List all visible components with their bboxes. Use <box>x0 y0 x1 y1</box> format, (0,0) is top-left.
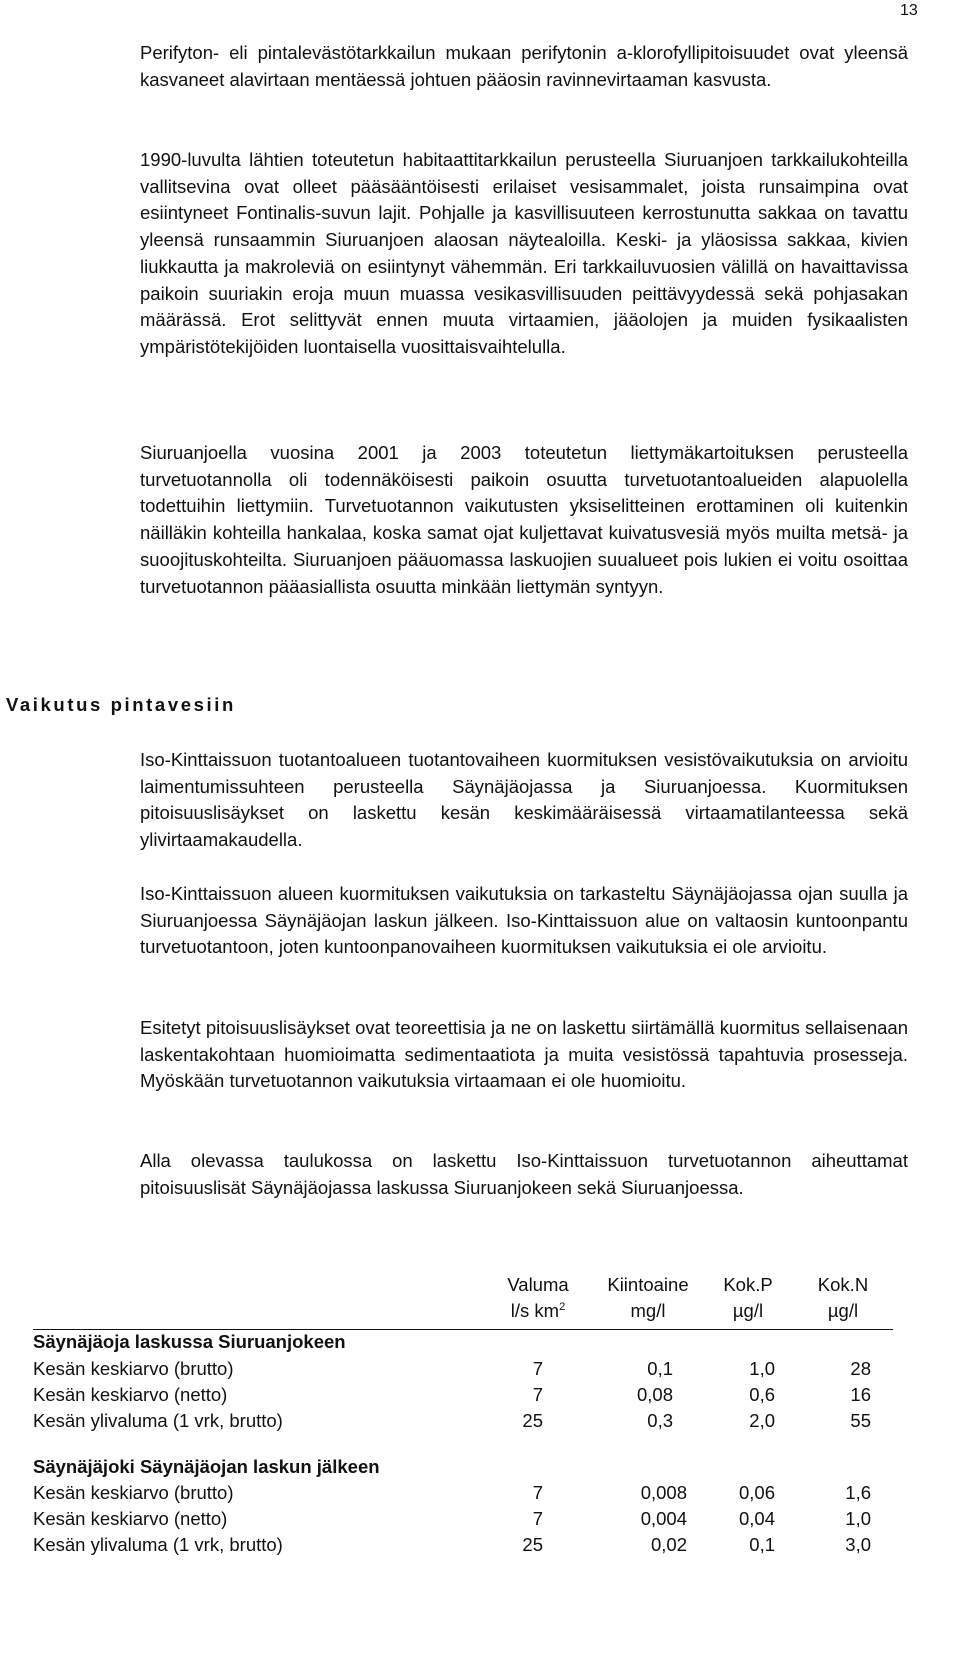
cell-runoff: 7 <box>532 1482 543 1503</box>
header-solids-title: Kiintoaine <box>607 1274 689 1295</box>
row-label: Kesän ylivaluma (1 vrk, brutto) <box>33 1410 283 1431</box>
cell-runoff: 7 <box>532 1384 543 1405</box>
table-row <box>33 1506 913 1532</box>
paragraph-siltation: Siuruanjoella vuosina 2001 ja 2003 toteutetun liettymäkartoituksen perusteella turvetuotannolla oli todennäköisesti paikoin osuutta turvetuotantoalueiden alapuolella todettuihin liettymiin. Turvetuotannon vaikutusten yksiselitteinen erottaminen oli kuitenkin näilläkin kohteilla hankalaa, koska samat ojat kuljettavat kuivatusvesiä myös muilta metsä- ja suoojituskohteilta. Siuruanjoen pääuomassa laskuojien suualueet pois lukien ei voitu osoittaa turvetuotannon pääasiallista osuutta minkään liettymän syntyyn. <box>140 442 908 597</box>
paragraph-table-intro: Alla olevassa taulukossa on laskettu Iso-Kinttaissuon turvetuotannon aiheuttamat pitoisuuslisät Säynäjäojassa laskussa Siuruanjokeen sekä Siuruanjoessa. <box>140 1150 908 1198</box>
table-row <box>33 1480 913 1506</box>
cell-total-n: 1,0 <box>845 1508 871 1529</box>
cell-total-n: 28 <box>850 1358 871 1379</box>
table-row <box>33 1532 913 1558</box>
header-total-p-unit: µg/l <box>732 1300 764 1321</box>
row-label: Kesän keskiarvo (brutto) <box>33 1358 234 1379</box>
paragraph-perifyton: Perifyton- eli pintalevästötarkkailun mukaan perifytonin a-klorofyllipitoisuudet ovat yleensä kasvaneet alavirtaan mentäessä johtuen pääosin ravinnevirtaaman kasvusta. <box>140 42 908 90</box>
section-heading: Vaikutus pintavesiin <box>6 694 236 715</box>
header-runoff <box>478 1272 598 1324</box>
table-row <box>33 1408 913 1434</box>
row-label: Kesän ylivaluma (1 vrk, brutto) <box>33 1534 283 1555</box>
row-label: Kesän keskiarvo (netto) <box>33 1508 228 1529</box>
paragraph-assessment-points: Iso-Kinttaissuon alueen kuormituksen vaikutuksia on tarkasteltu Säynäjäojassa ojan suulla ja Siuruanjoessa Säynäjäojan laskun jälkeen. Iso-Kinttaissuon alue on valtaosin kuntoonpantu turvetuotantoon, joten kuntoonpanovaiheen kuormituksen vaikutuksia ei ole arvioitu. <box>140 883 908 958</box>
table-row <box>33 1356 913 1382</box>
table-section-title: Säynäjäoja laskussa Siuruanjokeen <box>33 1331 346 1352</box>
cell-total-n: 16 <box>850 1384 871 1405</box>
cell-solids: 0,08 <box>636 1384 673 1405</box>
table-section-title: Säynäjäjoki Säynäjäojan laskun jälkeen <box>33 1456 380 1477</box>
paragraph-loading-impacts: Iso-Kinttaissuon tuotantoalueen tuotantovaiheen kuormituksen vesistövaikutuksia on arvioitu laimentumissuhteen perusteella Säynäjäojassa ja Siuruanjoessa. Kuormituksen pitoisuuslisäykset on laskettu kesän keskimääräisessä virtaamatilanteessa sekä ylivirtaamakaudella. <box>140 749 908 851</box>
cell-runoff: 7 <box>532 1508 543 1529</box>
cell-total-p: 1,0 <box>749 1358 775 1379</box>
cell-total-p: 0,1 <box>749 1534 775 1555</box>
cell-runoff: 25 <box>522 1534 543 1555</box>
header-total-n-title: Kok.N <box>817 1274 869 1295</box>
cell-solids: 0,1 <box>647 1358 673 1379</box>
paragraph-habitat: 1990-luvulta lähtien toteutetun habitaattitarkkailun perusteella Siuruanjoen tarkkailukohteilla vallitsevina ovat olleet pääsääntöisesti erilaiset vesisammalet, joista runsaimpina ovat esiintyneet Fontinalis-suvun lajit. Pohjalle ja kasvillisuuteen kerrostunutta sakkaa on tavattu yleensä runsaammin Siuruanjoen alaosan näytealoilla. Keski- ja yläosissa sakkaa, kivien liukkautta ja makroleviä on esiintynyt vähemmän. Eri tarkkailuvuosien välillä on havaittavissa paikoin suuriakin eroja muun muassa vesikasvillisuuden peittävyydessä sekä pohjasakan määrässä. Erot selittyvät ennen muuta virtaamien, jääolojen ja muiden fysikaalisten ympäristötekijöiden luontaisella vuosittaisvaihtelulla. <box>140 149 908 357</box>
cell-total-p: 0,6 <box>749 1384 775 1405</box>
cell-solids: 0,3 <box>647 1410 673 1431</box>
header-runoff-unit: l/s km <box>510 1300 560 1321</box>
cell-total-p: 2,0 <box>749 1410 775 1431</box>
page-number: 13 <box>900 2 918 19</box>
row-label: Kesän keskiarvo (brutto) <box>33 1482 234 1503</box>
cell-total-n: 1,6 <box>845 1482 871 1503</box>
header-total-p-title: Kok.P <box>723 1274 773 1295</box>
cell-solids: 0,004 <box>640 1508 687 1529</box>
header-solids <box>588 1272 708 1324</box>
paragraph-theoretical: Esitetyt pitoisuuslisäykset ovat teoreettisia ja ne on laskettu siirtämällä kuormitus sellaisenaan laskentakohtaan huomioimatta sedimentaatiota ja muita vesistössä tapahtuvia prosesseja. Myöskään turvetuotannon vaikutuksia virtaamaan ei ole huomioitu. <box>140 1017 908 1092</box>
concentration-table <box>33 1272 913 1555</box>
row-label: Kesän keskiarvo (netto) <box>33 1384 228 1405</box>
cell-total-n: 55 <box>850 1410 871 1431</box>
header-solids-unit: mg/l <box>630 1300 666 1321</box>
cell-solids: 0,008 <box>640 1482 687 1503</box>
cell-runoff: 7 <box>532 1358 543 1379</box>
header-runoff-title: Valuma <box>507 1274 569 1295</box>
header-runoff-sup: 2 <box>559 1300 566 1313</box>
header-total-n <box>798 1272 888 1324</box>
header-total-p <box>703 1272 793 1324</box>
cell-total-p: 0,04 <box>738 1508 775 1529</box>
table-row <box>33 1382 913 1408</box>
cell-solids: 0,02 <box>650 1534 687 1555</box>
cell-runoff: 25 <box>522 1410 543 1431</box>
cell-total-p: 0,06 <box>738 1482 775 1503</box>
header-total-n-unit: µg/l <box>827 1300 859 1321</box>
cell-total-n: 3,0 <box>845 1534 871 1555</box>
table-header <box>33 1272 913 1328</box>
